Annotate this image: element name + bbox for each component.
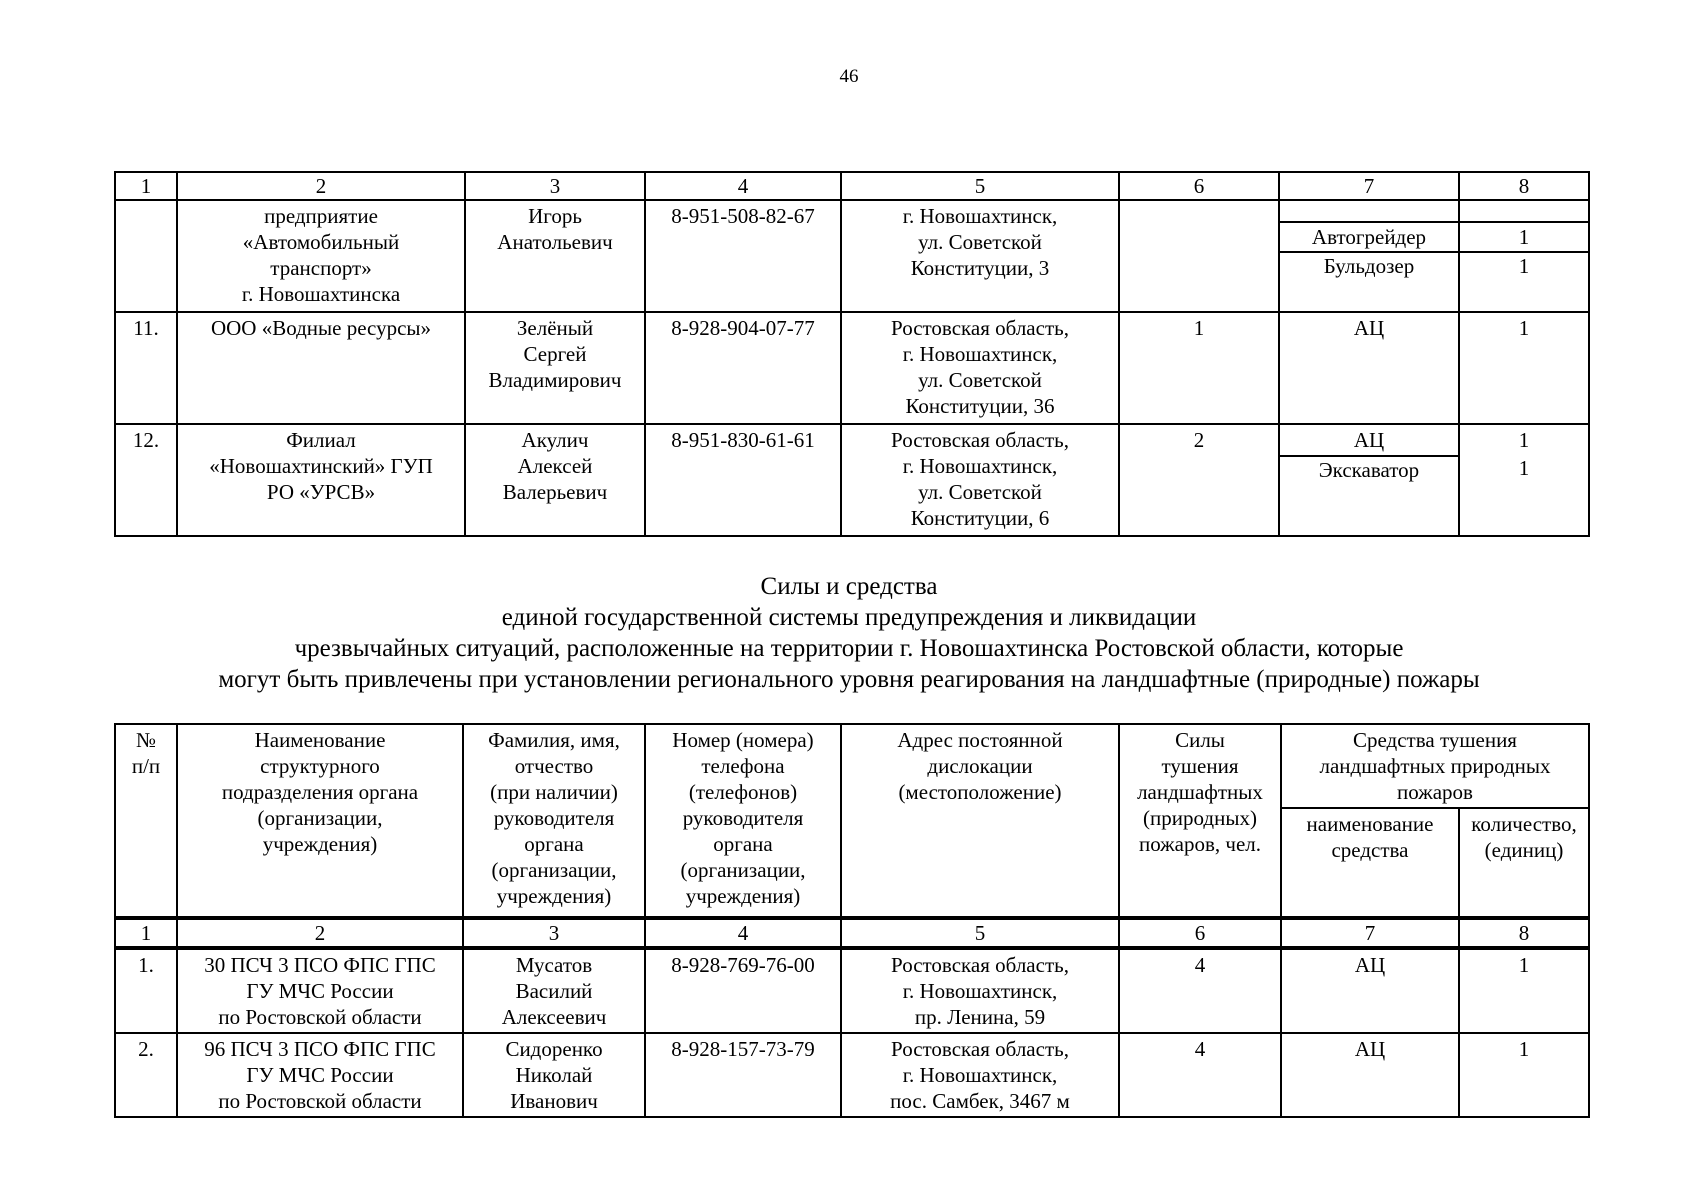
header-row [115,724,1589,808]
header-forces [1119,724,1281,918]
equipment-quantities [1459,200,1589,312]
top-table [114,171,1590,537]
row-number: 2. [115,1033,177,1117]
text-line: Алексей [517,454,593,478]
organization-name [177,948,463,1033]
header-phone [645,724,841,918]
column-number: 4 [645,172,841,200]
text-line: Алексеевич [501,1005,607,1029]
text-line: Зелёный [516,316,594,340]
organization-name [177,424,465,536]
text-line: ландшафтных [1137,780,1263,804]
text-line: ландшафтных природных [1319,754,1551,778]
table-row [115,1033,1589,1117]
text-line: Ростовская область, [891,316,1069,340]
table-row [115,200,1589,312]
column-number: 3 [465,172,645,200]
equipment-name: АЦ [1279,312,1459,424]
head-name [465,424,645,536]
text-line: Филиал [286,428,356,452]
text-line: Средства тушения [1353,728,1517,752]
forces-count: 2 [1119,424,1279,536]
column-number: 6 [1119,918,1281,948]
bottom-table [114,723,1590,1118]
text-line: Акулич [521,428,589,452]
equipment-name [1280,201,1458,223]
table-row [115,424,1589,536]
phone-number: 8-928-904-07-77 [645,312,841,424]
text-line: транспорт» [270,256,372,280]
text-line: Ростовская область, [891,1037,1069,1061]
row-number: 11. [115,312,177,424]
header-equipment-qty [1459,808,1589,918]
address [841,948,1119,1033]
column-number: 5 [841,918,1119,948]
equipment-name: Бульдозер [1323,254,1415,278]
text-line: Владимирович [488,368,622,392]
column-number: 8 [1459,172,1589,200]
organization-name [177,312,465,424]
head-name [465,200,645,312]
equipment-name: АЦ [1281,1033,1459,1117]
text-line: ул. Советской [918,480,1042,504]
text-line: «Новошахтинский» ГУП [209,454,433,478]
text-line: г. Новошахтинска [241,282,401,306]
text-line: (организации, [680,858,806,882]
equipment-qty: 1 [1518,428,1530,452]
equipment-name: Автогрейдер [1280,223,1458,253]
text-line: ГУ МЧС России [246,1063,394,1087]
text-line: Василий [515,979,593,1003]
column-number: 3 [463,918,645,948]
organization-name [177,200,465,312]
organization-name [177,1033,463,1117]
column-number: 7 [1281,918,1459,948]
text-line: органа [713,832,773,856]
text-line: Ростовская область, [891,428,1069,452]
text-line: руководителя [682,806,804,830]
equipment-qty: 1 [1518,456,1530,480]
text-line: п/п [131,754,161,778]
text-line: Ростовская область, [891,953,1069,977]
forces-count: 4 [1119,948,1281,1033]
text-line: дислокации [927,754,1033,778]
text-line: учреждения) [496,884,612,908]
column-number-row [115,172,1589,200]
equipment-quantities [1459,424,1589,536]
text-line: руководителя [493,806,615,830]
table-row [115,312,1589,424]
text-line: предприятие [264,204,378,228]
equipment-qty: 1 [1459,948,1589,1033]
text-line: (организации, [257,806,383,830]
text-line: Конституции, 3 [910,256,1050,280]
phone-number: 8-928-157-73-79 [645,1033,841,1117]
text-line: (местоположение) [898,780,1062,804]
equipment-names [1279,424,1459,536]
heading-line: Силы и средства [760,573,938,600]
column-number: 2 [177,172,465,200]
text-line: учреждения) [262,832,378,856]
text-line: отчество [514,754,594,778]
head-name [463,1033,645,1117]
head-name [463,948,645,1033]
phone-number: 8-928-769-76-00 [645,948,841,1033]
equipment-qty: 1 [1459,312,1589,424]
section-heading [0,571,1698,695]
header-equipment-name [1281,808,1459,918]
column-number: 2 [177,918,463,948]
text-line: (при наличии) [490,780,618,804]
text-line: (природных) [1143,806,1257,830]
equipment-qty: 1 [1459,1033,1589,1117]
text-line: ООО «Водные ресурсы» [210,316,432,340]
text-line: «Автомобильный [242,230,400,254]
forces-count: 1 [1119,312,1279,424]
header-organization [177,724,463,918]
equipment-name: Экскаватор [1318,458,1420,482]
column-number: 5 [841,172,1119,200]
address [841,312,1119,424]
column-number: 7 [1279,172,1459,200]
text-line: 30 ПСЧ 3 ПСО ФПС ГПС [204,953,436,977]
text-line: ГУ МЧС России [246,979,394,1003]
phone-number: 8-951-508-82-67 [645,200,841,312]
text-line: пожаров [1397,780,1473,804]
page-number: 46 [839,66,859,87]
text-line: г. Новошахтинск, [902,342,1058,366]
text-line: Игорь [528,204,582,228]
table-row [115,948,1589,1033]
address [841,424,1119,536]
equipment-name: АЦ [1280,425,1458,457]
text-line: телефона [701,754,785,778]
text-line: ул. Советской [918,230,1042,254]
text-line: Адрес постоянной [897,728,1063,752]
text-line: количество, [1471,812,1577,836]
text-line: Сергей [523,342,587,366]
equipment-qty: 1 [1518,254,1530,278]
text-line: Наименование [254,728,386,752]
forces-count [1119,200,1279,312]
header-number [115,724,177,918]
header-head [463,724,645,918]
column-number: 1 [115,172,177,200]
column-number: 6 [1119,172,1279,200]
header-address [841,724,1119,918]
heading-line: могут быть привлечены при установлении регионального уровня реагирования на ландшафтные (природные) пожары [218,666,1480,693]
text-line: Мусатов [515,953,593,977]
text-line: ул. Советской [918,368,1042,392]
heading-line: единой государственной системы предупреждения и ликвидации [501,604,1197,631]
text-line: подразделения органа [221,780,419,804]
equipment-names [1279,200,1459,312]
row-number: 12. [115,424,177,536]
text-line: пр. Ленина, 59 [914,1005,1046,1029]
text-line: г. Новошахтинск, [902,1063,1058,1087]
phone-number: 8-951-830-61-61 [645,424,841,536]
row-number [115,200,177,312]
text-line: Номер (номера) [672,728,814,752]
text-line: г. Новошахтинск, [902,454,1058,478]
text-line: пос. Самбек, 3467 м [890,1089,1070,1113]
text-line: Иванович [510,1089,598,1113]
address [841,1033,1119,1117]
header-equipment-group [1281,724,1589,808]
text-line: РО «УРСВ» [266,480,376,504]
text-line: (телефонов) [688,780,798,804]
text-line: пожаров, чел. [1138,832,1262,856]
text-line: г. Новошахтинск, [902,979,1058,1003]
text-line: структурного [260,754,380,778]
equipment-name: АЦ [1281,948,1459,1033]
column-number-row [115,918,1589,948]
text-line: 96 ПСЧ 3 ПСО ФПС ГПС [204,1037,436,1061]
heading-line: чрезвычайных ситуаций, расположенные на территории г. Новошахтинска Ростовской области, которые [294,635,1404,662]
text-line: Конституции, 36 [905,394,1055,418]
equipment-qty [1460,201,1588,223]
text-line: (единиц) [1484,838,1564,862]
text-line: органа [524,832,584,856]
text-line: учреждения) [685,884,801,908]
column-number: 4 [645,918,841,948]
text-line: тушения [1161,754,1239,778]
column-number: 1 [115,918,177,948]
forces-count: 4 [1119,1033,1281,1117]
equipment-qty: 1 [1460,223,1588,253]
head-name [465,312,645,424]
address [841,200,1119,312]
text-line: № [135,728,157,752]
text-line: Фамилия, имя, [488,728,620,752]
text-line: (организации, [491,858,617,882]
text-line: Силы [1175,728,1225,752]
text-line: Конституции, 6 [910,506,1050,530]
text-line: Сидоренко [505,1037,603,1061]
text-line: Николай [515,1063,593,1087]
text-line: Валерьевич [502,480,608,504]
text-line: Анатольевич [497,230,613,254]
text-line: г. Новошахтинск, [902,204,1058,228]
text-line: средства [1331,838,1409,862]
column-number: 8 [1459,918,1589,948]
text-line: по Ростовской области [218,1089,422,1113]
row-number: 1. [115,948,177,1033]
text-line: наименование [1306,812,1434,836]
text-line: по Ростовской области [218,1005,422,1029]
